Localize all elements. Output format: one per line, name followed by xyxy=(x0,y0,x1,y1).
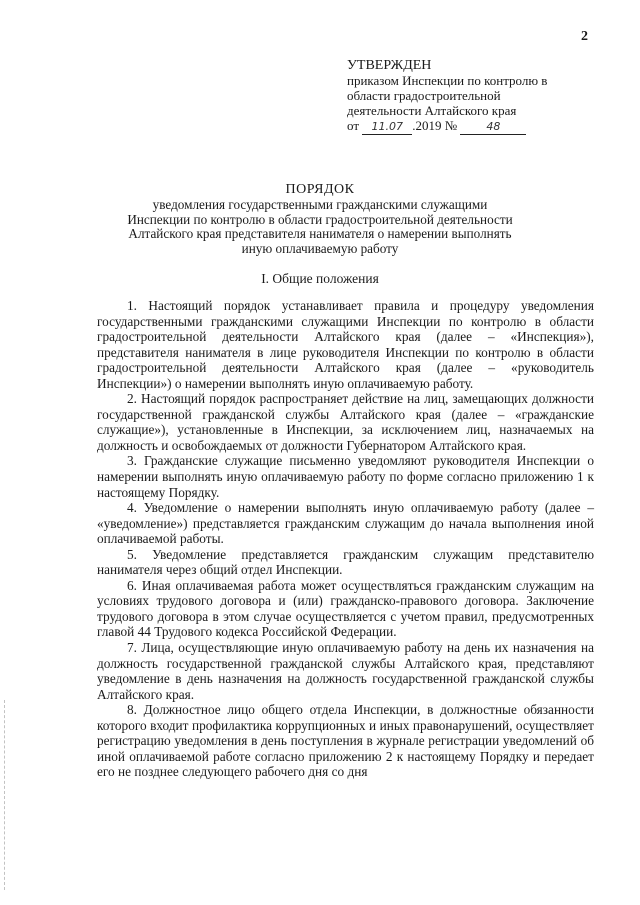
paragraph: 5. Уведомление представляется гражданским служащим представителю нанимателя через общий отдел Инспекции. xyxy=(97,546,594,578)
title-heading: ПОРЯДОК xyxy=(285,182,355,197)
date-prefix: от xyxy=(347,118,360,133)
title-line: Инспекции по контролю в области градостроительной деятельности xyxy=(127,211,513,227)
section-title: I. Общие положения xyxy=(261,271,379,286)
document-body xyxy=(97,298,594,780)
title-line: Алтайского края представителя нанимателя о намерении выполнять xyxy=(128,226,512,242)
handwritten-number: 48 xyxy=(460,119,526,135)
paragraph: 2. Настоящий порядок распространяет действие на лиц, замещающих должности государственной гражданской службы Алтайского края (далее – «гражданские служащие»), установленные в Инспекции, за исключением лиц, назначаемых на должность и освобождаемых от должности Губернатором Алтайского края. xyxy=(97,391,594,453)
approval-stamp xyxy=(347,58,587,135)
title-line: уведомления государственными гражданскими служащими xyxy=(152,197,488,213)
handwritten-date: 11.07 xyxy=(362,119,412,135)
approval-line: области градостроительной xyxy=(347,88,501,103)
scan-margin-marks xyxy=(4,700,9,890)
page-number: 2 xyxy=(581,29,588,44)
approval-heading: УТВЕРЖДЕН xyxy=(347,58,432,73)
date-year: .2019 № xyxy=(412,118,458,133)
paragraph: 3. Гражданские служащие письменно уведомляют руководителя Инспекции о намерении выполнять иную оплачиваемую работу по форме согласно приложению 1 к настоящему Порядку. xyxy=(97,453,594,500)
approval-line: деятельности Алтайского края xyxy=(347,103,517,118)
paragraph: 6. Иная оплачиваемая работа может осуществляться гражданским служащим на условиях трудового договора и (или) гражданско-правового договора. Заключение трудового договора в этом случае осуществляется с учетом правил, предусмотренных главой 44 Трудового кодекса Российской Федерации. xyxy=(97,577,594,640)
approval-line: приказом Инспекции по контролю в xyxy=(347,73,548,88)
document-title xyxy=(90,183,550,256)
title-line: иную оплачиваемую работу xyxy=(241,240,399,256)
paragraph: 4. Уведомление о намерении выполнять иную оплачиваемую работу (далее – «уведомление») представляется гражданским служащим до начала выполнения иной оплачиваемой работы. xyxy=(97,500,594,547)
paragraph: 8. Должностное лицо общего отдела Инспекции, в должностные обязанности которого входит профилактика коррупционных и иных правонарушений, осуществляет регистрацию уведомления в день поступления в журнале регистрации уведомлений об иной оплачиваемой работе согласно приложению 2 к настоящему Порядку и передает его не позднее следующего рабочего дня со дня xyxy=(97,702,594,780)
approval-date-line xyxy=(347,118,587,135)
paragraph: 7. Лица, осуществляющие иную оплачиваемую работу на день их назначения на должность государственной гражданской службы Алтайского края, представляют уведомление в день назначения на должность государственной гражданской службы Алтайского края. xyxy=(97,640,594,702)
paragraph: 1. Настоящий порядок устанавливает правила и процедуру уведомления государственными гражданскими служащими Инспекции по контролю в области градостроительной деятельности Алтайского края (далее – «Инспекция»), представителя нанимателя в лице руководителя Инспекции по контролю в области градостроительной деятельности Алтайского края (далее – «руководитель Инспекции») о намерении выполнять иную оплачиваемую работу. xyxy=(97,298,594,391)
